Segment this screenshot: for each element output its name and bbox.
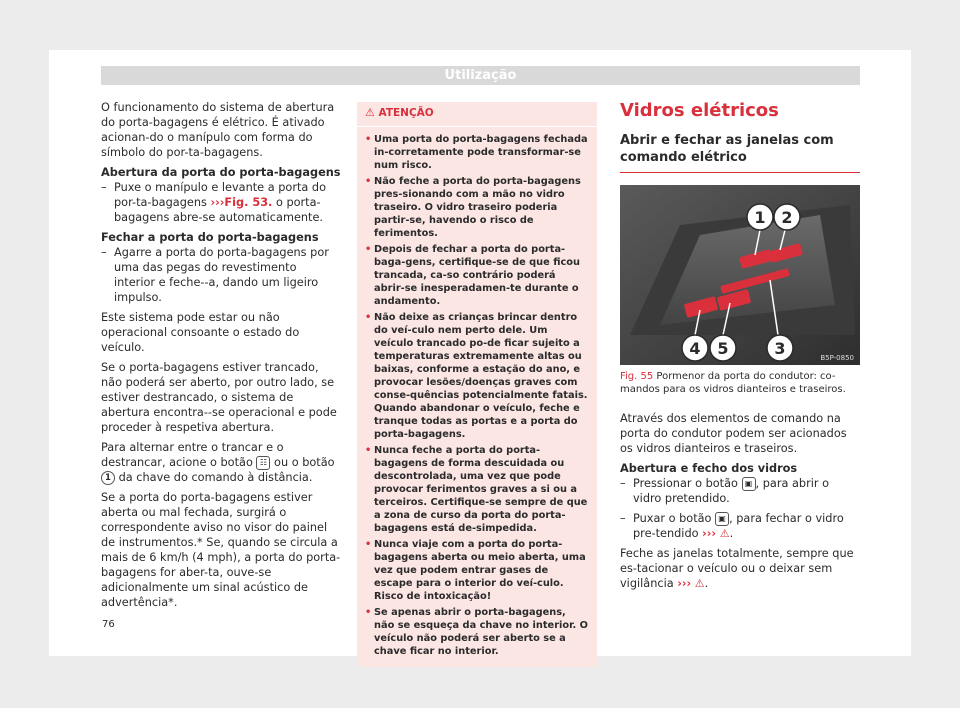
lock-button-icon: ☷ (256, 456, 270, 470)
figure-caption: Fig. 55 Pormenor da porta do condutor: co-mandos para os vidros dianteiros e traseiros. (620, 371, 846, 395)
warning-box (357, 102, 597, 667)
warning-item: • Depois de fechar a porta do porta-baga-gens, certifique-se de que ficou trancada, ca-so contrário poderá abrir-se inesperadamen-te durante o andamento. (365, 243, 589, 308)
subsection-title: Abrir e fechar as janelas com comando elétrico (620, 132, 860, 173)
close-advice-paragraph: Feche as janelas totalmente, sempre que es-tacionar o veículo ou o deixar sem vigilância ››› ⚠. (620, 547, 854, 590)
close-step: – Agarre a porta do porta-bagagens por uma das pegas do revestimento interior e feche--a, dando um ligeiro impulso. (101, 245, 341, 305)
warning-header: ⚠ ATENÇÃO (357, 102, 597, 127)
window-button-icon: ▣ (715, 512, 729, 526)
alternate-paragraph: Para alternar entre o trancar e o destrancar, acione o botão ☷ ou o botão 1 da chave do comando à distância. (101, 441, 335, 484)
column-middle (357, 102, 597, 667)
chapter-header: Utilização (101, 66, 860, 85)
figure-reference-link[interactable]: ›››Fig. 53. (210, 196, 273, 209)
warning-list (357, 127, 597, 658)
callout-4: 4 (689, 339, 701, 358)
intro-paragraph: O funcionamento do sistema de abertura do porta-bagagens é elétrico. É ativado acionan-do o manípulo com forma do símbolo do por-ta-bagagens. (101, 101, 335, 159)
warning-triangle-icon: ⚠ (694, 577, 705, 590)
callout-2: 2 (781, 208, 793, 227)
window-button-icon: ▣ (742, 477, 756, 491)
warning-triangle-icon: ⚠ (365, 106, 375, 119)
warning-reference-link[interactable]: ››› (702, 527, 717, 540)
intro-paragraph: Através dos elementos de comando na porta do condutor podem ser acionados os vidros dianteiros e traseiros. (620, 412, 847, 455)
column-left (101, 100, 341, 615)
column-right (620, 100, 860, 596)
callout-1: 1 (754, 208, 766, 227)
callout-3: 3 (774, 339, 786, 358)
close-heading: Fechar a porta do porta-bagagens (101, 231, 319, 244)
open-warning-paragraph: Se a porta do porta-bagagens estiver aberta ou mal fechada, surgirá o correspondente aviso no visor do painel de instrumentos.* Se, quando se circula a mais de 6 km/h (4 mph), a porta do porta-bagagens for aber-ta, ouve-se adicionalmente um sinal acústico de advertência*. (101, 491, 341, 609)
page-number: 76 (102, 619, 115, 630)
callout-5: 5 (717, 339, 729, 358)
open-window-step: – Pressionar o botão ▣ , para abrir o vidro pretendido. (620, 476, 860, 506)
warning-item: • Se apenas abrir o porta-bagagens, não se esqueça da chave no interior. O veículo não poderá ser aberto se a chave ficar no interior. (365, 606, 589, 658)
warning-item: • Uma porta do porta-bagagens fechada in-corretamente pode transformar-se num risco. (365, 133, 589, 172)
warning-reference-link[interactable]: ››› (677, 577, 692, 590)
warning-item: • Não feche a porta do porta-bagagens pres-sionando com a mão no vidro traseiro. O vidro traseiro poderia partir-se, havendo o risco de ferimentos. (365, 175, 589, 240)
warning-item: • Nunca feche a porta do porta-bagagens de forma descuidada ou descontrolada, uma vez que pode provocar ferimentos graves a si ou a terceiros. Certifique-se sempre de que a zona de curso da porta do porta-bagagens está de-simpedida. (365, 444, 589, 535)
state-paragraph: Este sistema pode estar ou não operacional consoante o estado do veículo. (101, 311, 300, 354)
open-heading: Abertura da porta do porta-bagagens (101, 166, 341, 179)
operation-heading: Abertura e fecho dos vidros (620, 462, 798, 475)
callout-number: 1 (101, 471, 115, 485)
warning-item: • Não deixe as crianças brincar dentro do veí-culo nem perto dele. Um veículo trancado po-de ficar sujeito a temperaturas extremamente altas ou baixas, conforme a estação do ano, e provocar lesões/doenças graves com conse-quências potencialmente fatais. Quando abandonar o veículo, feche e tranque todas as portas e a porta do porta-bagagens. (365, 311, 589, 441)
section-title: Vidros elétricos (620, 100, 779, 121)
locked-paragraph: Se o porta-bagagens estiver trancado, não poderá ser aberto, por outro lado, se estiver destrancado, o sistema de abertura encontra--se operacional e pode proceder à respetiva abertura. (101, 361, 337, 434)
close-window-step: – Puxar o botão ▣ , para fechar o vidro pre-tendido ››› ⚠. (620, 511, 860, 541)
window-controls-figure (620, 185, 860, 365)
warning-item: • Nunca viaje com a porta do porta-bagagens aberta ou meio aberta, uma vez que podem entrar gases de escape para o interior do veí-culo. Risco de intoxicação! (365, 538, 589, 603)
window-controls-illustration (620, 185, 860, 365)
figure-code: B5P-0850 (820, 354, 854, 362)
warning-triangle-icon: ⚠ (719, 527, 730, 540)
open-step: – Puxe o manípulo e levante a porta do por-ta-bagagens ›››Fig. 53. o porta-bagagens abre-se automaticamente. (101, 180, 341, 225)
